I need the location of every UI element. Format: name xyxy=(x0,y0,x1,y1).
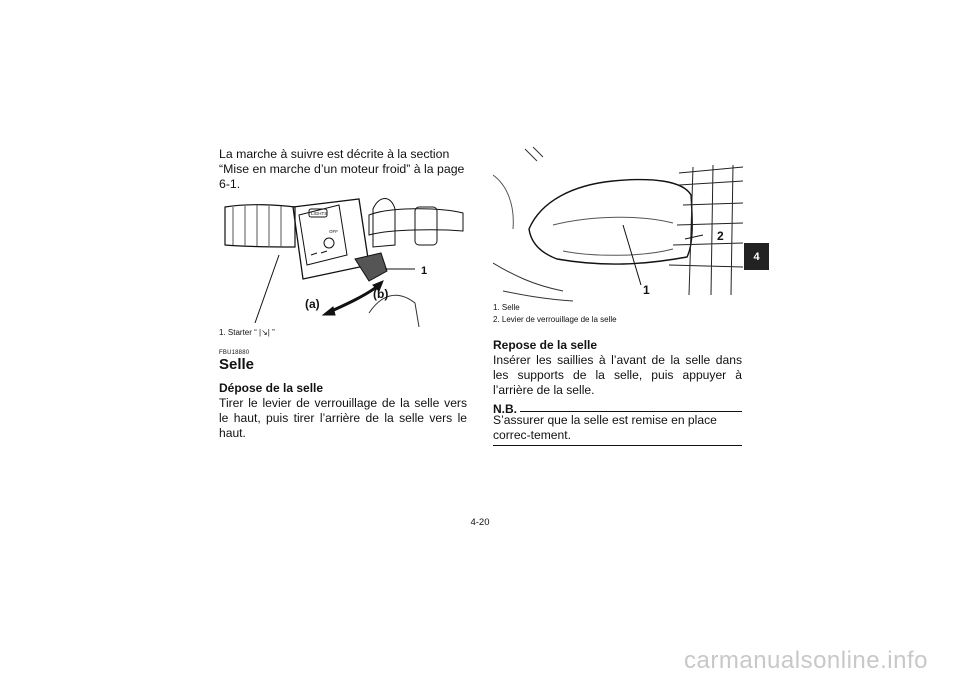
section-title: Selle xyxy=(219,356,255,373)
label-b: (b) xyxy=(373,287,389,301)
note-label: N.B. xyxy=(493,402,517,416)
off-switch-label: OFF xyxy=(329,229,338,234)
switch-housing xyxy=(293,199,369,279)
document-code: FBU18880 xyxy=(219,350,250,356)
removal-text: Tirer le levier de verrouillage de la selle vers le haut, puis tirer l’arrière de la selle vers le haut. xyxy=(219,396,467,440)
intro-paragraph: La marche à suivre est décrite à la section “Mise en marche d’un moteur froid” à la page 6-1. xyxy=(219,147,465,191)
rear-rack xyxy=(669,165,743,295)
page-number: 4-20 xyxy=(470,517,490,528)
arrow-icon xyxy=(327,285,379,313)
handlebar-grip xyxy=(225,205,295,247)
note-text: S’assurer que la selle est remise en place correc-tement. xyxy=(493,413,717,442)
label-a: (a) xyxy=(305,297,320,311)
callout-number-2: 2 xyxy=(717,229,724,243)
removal-heading: Dépose de la selle xyxy=(219,381,324,395)
lights-switch-label: LIGHTS xyxy=(311,211,328,216)
figure2-caption-2: 2. Levier de verrouillage de la selle xyxy=(493,315,617,324)
note-top-rule xyxy=(520,411,742,412)
watermark: carmanualsonline.info xyxy=(684,647,928,674)
install-heading: Repose de la selle xyxy=(493,338,598,352)
install-text: Insérer les saillies à l’avant de la selle dans les supports de la selle, puis appuyer à l’arrière de la selle. xyxy=(493,353,742,397)
figure2-caption-1: 1. Selle xyxy=(493,303,520,312)
callout-number-1: 1 xyxy=(643,283,650,297)
figure1-caption: 1. Starter “ |↘| ” xyxy=(219,328,275,337)
note-bottom-rule xyxy=(493,445,742,446)
brake-lever xyxy=(369,199,463,248)
seat-illustration xyxy=(493,145,747,302)
callout-number-1: 1 xyxy=(421,265,428,277)
chapter-tab: 4 xyxy=(744,243,769,270)
starter-lever-illustration xyxy=(219,195,465,327)
starter-lever xyxy=(355,253,415,281)
